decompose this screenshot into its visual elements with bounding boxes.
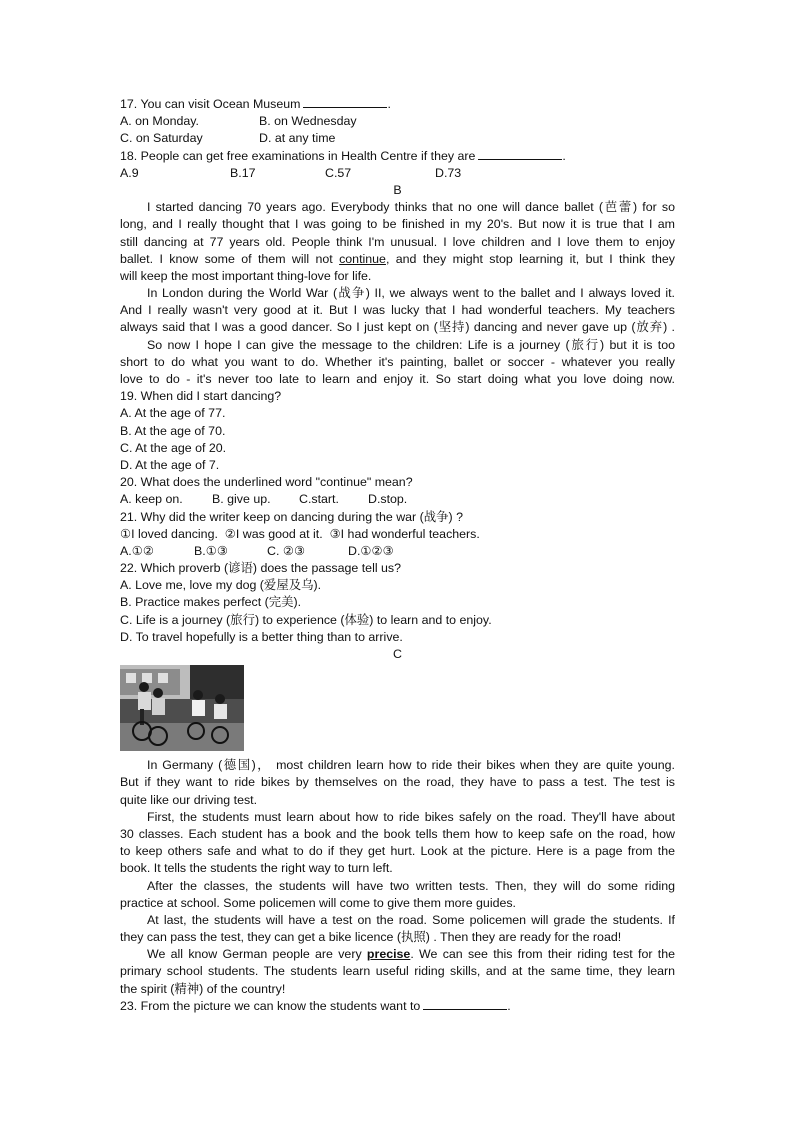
text-line: the spirit (精神) of the country! bbox=[120, 981, 286, 996]
text-line: So now I hope I can give the message to the children: Life is a journey (旅行) but it is too bbox=[147, 337, 675, 352]
passage-b-paragraph-3 bbox=[120, 337, 675, 389]
children-riding-bicycles-photo bbox=[120, 665, 244, 751]
passage-c-paragraph-5 bbox=[120, 946, 675, 998]
option-b: B. Practice makes perfect (完美). bbox=[120, 595, 302, 610]
option-b: B. give up. bbox=[212, 492, 271, 507]
option-a: A. keep on. bbox=[120, 492, 183, 507]
text-line: But if they want to ride bikes by themselves on the road, they have to pass a test. The test is bbox=[120, 775, 675, 790]
option-b: B. on Wednesday bbox=[259, 114, 357, 129]
text-line: to keep others safe and what to do if they get hurt. Look at the picture. Here is a page from the bbox=[120, 844, 675, 859]
text-line: After the classes, the students will have two written tests. Then, they will do some riding bbox=[147, 878, 675, 893]
option-a: A.9 bbox=[120, 165, 139, 180]
passage-c-paragraph-4 bbox=[120, 912, 675, 946]
text-line: And I really wasn't very good at it. But I was lucky that I had wonderful teachers. My teachers bbox=[120, 303, 675, 318]
section-c-heading: C bbox=[393, 647, 402, 661]
question-21: 21. Why did the writer keep on dancing during the war (战争) ? bbox=[120, 509, 463, 524]
option-c: C.start. bbox=[299, 492, 339, 507]
text-line: will keep the most important thing-love for life. bbox=[120, 268, 372, 283]
question-stem: 17. You can visit Ocean Museum bbox=[120, 97, 301, 111]
question-23: 23. From the picture we can know the students want to . bbox=[120, 998, 511, 1013]
text-line: long, and I really thought that I was going to be finished in my 20's. But now it is true that I am bbox=[120, 217, 675, 232]
passage-c-paragraph-1 bbox=[120, 757, 675, 809]
option-d: D. To travel hopefully is a better thing than to arrive. bbox=[120, 629, 403, 644]
q18-options bbox=[120, 165, 675, 182]
text-line: short to do what you want to do. Whether it's painting, ballet or soccer - whatever you really bbox=[120, 354, 675, 369]
question-18: 18. People can get free examinations in Health Centre if they are . bbox=[120, 148, 566, 163]
option-d: D.73 bbox=[435, 165, 462, 180]
answer-blank bbox=[303, 96, 387, 108]
passage-b-paragraph-2 bbox=[120, 285, 675, 337]
q21-statements: ①I loved dancing. ②I was good at it. ③I had wonderful teachers. bbox=[120, 526, 480, 541]
text-line: First, the students must learn about how to ride bikes safely on the road. They'll have about bbox=[147, 809, 675, 824]
option-a: A. Love me, love my dog (爱屋及乌). bbox=[120, 578, 322, 593]
option-c: C. on Saturday bbox=[120, 131, 203, 146]
option-a: A. At the age of 77. bbox=[120, 406, 226, 421]
text-segment: We all know German people are very bbox=[147, 947, 362, 962]
answer-blank bbox=[478, 148, 562, 160]
option-c: C.57 bbox=[325, 165, 352, 180]
question-17: 17. You can visit Ocean Museum . bbox=[120, 97, 391, 111]
q17-options-row2 bbox=[120, 130, 675, 147]
underlined-word: continue bbox=[339, 251, 386, 266]
text-line: In Germany (德国)， most children learn how to ride their bikes when they are quite young. bbox=[147, 758, 675, 773]
text-line: always said that I was a good dancer. So I just kept on (坚持) dancing and never gave up (放弃) . bbox=[120, 320, 675, 335]
question-stem: 18. People can get free examinations in Health Centre if they are bbox=[120, 148, 476, 163]
option-d: D. at any time bbox=[259, 131, 336, 146]
option-d: D.①②③ bbox=[348, 543, 394, 558]
text-line: 30 classes. Each student has a book and the book tells them how to keep safe on the road, how bbox=[120, 826, 675, 841]
option-a: A. on Monday. bbox=[120, 114, 199, 129]
option-d: D. At the age of 7. bbox=[120, 457, 220, 472]
question-stem: 23. From the picture we can know the students want to bbox=[120, 998, 421, 1013]
option-c: C. At the age of 20. bbox=[120, 440, 227, 455]
question-19: 19. When did I start dancing? bbox=[120, 389, 282, 404]
answer-blank bbox=[423, 998, 507, 1010]
option-c: C. Life is a journey (旅行) to experience (体验) to learn and to enjoy. bbox=[120, 612, 492, 627]
passage-b-paragraph-1 bbox=[120, 199, 675, 285]
option-c: C. ②③ bbox=[267, 543, 306, 558]
option-a: A.①② bbox=[120, 543, 154, 558]
text-line: book. It tells the students the right way to turn left. bbox=[120, 861, 393, 876]
text-line: In London during the World War (战争) II, we always went to the ballet and I always loved it. bbox=[147, 286, 675, 301]
text-line bbox=[120, 251, 675, 268]
text-line bbox=[120, 946, 675, 963]
text-line: love to do - it's never too late to learn and enjoy it. So start doing what you love doing now. bbox=[120, 372, 675, 386]
question-20: 20. What does the underlined word "continue" mean? bbox=[120, 475, 413, 490]
section-b-heading: B bbox=[393, 182, 402, 197]
text-line: I started dancing 70 years ago. Everybody thinks that no one will dance ballet (芭蕾) for so bbox=[147, 200, 675, 215]
option-d: D.stop. bbox=[368, 492, 408, 507]
text-segment: . We can see this from their riding test for the bbox=[410, 947, 675, 962]
text-line: they can pass the test, they can get a bike licence (执照) . Then they are ready for the road! bbox=[120, 930, 622, 945]
text-segment: , and they might stop learning it, but I think they bbox=[385, 251, 675, 266]
passage-c-paragraph-2 bbox=[120, 809, 675, 878]
text-line: At last, the students will have a test on the road. Some policemen will grade the students. If bbox=[147, 912, 675, 927]
text-line: still dancing at 77 years old. People think I'm unusual. I love children and I love them to enjoy bbox=[120, 234, 675, 249]
option-b: B.17 bbox=[230, 165, 256, 180]
question-22: 22. Which proverb (谚语) does the passage tell us? bbox=[120, 561, 401, 576]
option-b: B.①③ bbox=[194, 543, 228, 558]
q20-options bbox=[120, 491, 675, 508]
exam-page bbox=[120, 96, 675, 1015]
passage-c-paragraph-3 bbox=[120, 878, 675, 912]
q21-options bbox=[120, 543, 675, 560]
option-b: B. At the age of 70. bbox=[120, 423, 226, 438]
text-line: practice at school. Some policemen will come to give them more guides. bbox=[120, 895, 516, 910]
q17-options-row1 bbox=[120, 113, 675, 130]
underlined-word: precise bbox=[366, 947, 411, 962]
text-line: quite like our driving test. bbox=[120, 792, 258, 807]
text-segment: ballet. I know some of them will not bbox=[120, 251, 333, 266]
text-line: primary school students. The students learn useful riding skills, and at the same time, they learn bbox=[120, 964, 675, 979]
